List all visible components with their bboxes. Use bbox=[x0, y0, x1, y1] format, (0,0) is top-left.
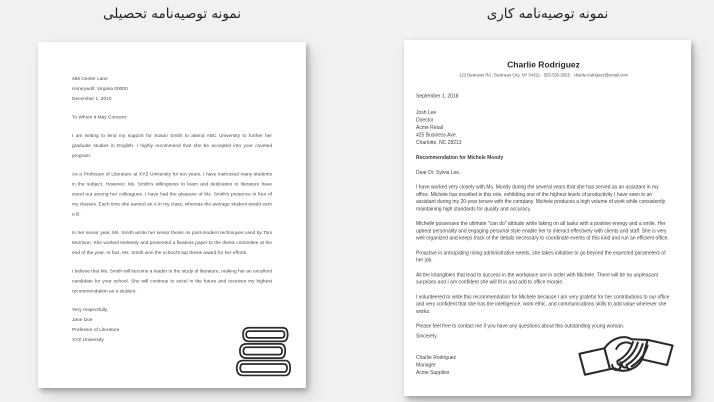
recipient-line: Director bbox=[416, 117, 434, 123]
subject-line: Recommendation for Michele Moody bbox=[416, 155, 504, 161]
sender-address-line: 456 Center Lane bbox=[72, 76, 108, 82]
signature-line: XYZ University bbox=[72, 337, 104, 343]
signature-line: Manager bbox=[416, 362, 436, 368]
signature-line: Charlie Rodriguez bbox=[416, 355, 457, 361]
letter-paragraph: Proactive in anticipating rising administrative needs, she takes initiative to go beyond the expected parameters of her job. bbox=[416, 250, 666, 263]
recipient-line: Josh Lee bbox=[416, 110, 437, 116]
sender-name: Charlie Rodriguez bbox=[507, 60, 580, 70]
letter-paragraph: As a Professor of Literature at XYZ University for ten years, I have instructed many students in the subject. However, Ms. Smith's willingness to learn and dedication to literature have stood out among her colleagues. I have had the pleasure of Ms. Smith's presence in four of my classes. Each time she earned an A in my class, whereas the average student would earn a B. bbox=[72, 171, 272, 217]
signature-line: Professor of Literature bbox=[72, 327, 120, 333]
letter-paragraph: Michelle possesses the ultimate "can do" attitude while taking on all tasks with a positive energy and a smile. Her upbeat personality and engaging personal style enable her to interact effectively with clients and staff. She is very well organized and keeps track of the details necessary to coordinate events of this kind and run an efficient office. bbox=[416, 221, 669, 241]
letter-paragraph: I have worked very closely with Ms. Moody during the several years that she has served as an assistant in my office. Michele has excelled in this role, exhibiting one of the highest levels of productivity I have seen in an assistant during my 20-year tenure with the company. Michele produces a high volume of work while consistently maintaining high standards for quality and accuracy. bbox=[416, 184, 666, 212]
letter-paragraph: Please feel free to contact me if you have any questions about this outstanding young woman. bbox=[416, 323, 625, 329]
work-letter-page bbox=[404, 40, 691, 396]
academic-letter-page bbox=[38, 42, 306, 388]
academic-letter-body bbox=[38, 42, 306, 345]
sender-contact: 123 Business Rd., Business City, NY 54321 · 555-555-5555 · charlie.rodriguez@email.com bbox=[459, 72, 628, 78]
salutation: To Whom It May Concern: bbox=[72, 114, 128, 120]
letter-paragraph: I volunteered to write this recommendation for Michele because I am very grateful for her contributions to our office and very confident that she has the intelligence, work ethic, and communications skills to add value wherever she works. bbox=[416, 294, 670, 315]
letter-paragraph: I believe that Ms. Smith will become a leader in the study of literature, making her an excellent candidate for your school. She will continue to excel in the future and receives my highest recommendation as a student. bbox=[72, 268, 272, 294]
sender-address-line: Honeywolf, Virginia 00000 bbox=[72, 86, 128, 92]
academic-letter-title: نمونه توصیه‌نامه تحصیلی bbox=[103, 6, 241, 22]
signature-line: Acme Supplies bbox=[416, 370, 450, 376]
recipient-line: Acme Retail bbox=[416, 125, 443, 131]
letter-date: December 1, 2010 bbox=[72, 96, 112, 102]
work-letter-title: نمونه توصیه‌نامه کاری bbox=[486, 6, 609, 22]
recipient-line: 425 Business Ave. bbox=[416, 132, 458, 138]
signature-line: Jane Doe bbox=[72, 317, 93, 323]
recipient-line: Charlotte, NC 28213 bbox=[416, 140, 462, 146]
books-icon bbox=[230, 325, 292, 380]
letter-paragraph: All the intangibles that lead to success in the workplace are in order with Michele. There will be no unpleasant surprises and I am confident she will fit in and add to office morale. bbox=[416, 272, 658, 285]
letter-paragraph: I am writing to lend my support for Susan Smith to attend ABC University to further her graduate studies in English. I highly recommend that she be accepted into your coveted program. bbox=[72, 133, 272, 159]
sender-address-block bbox=[72, 74, 272, 104]
letter-closing: Very respectfully, bbox=[72, 307, 109, 313]
handshake-icon bbox=[577, 326, 675, 390]
letter-paragraph: In her senior year, Ms. Smith wrote her senior thesis on post-modern techniques used by Toni Morrison. She worked tirelessly and presented a flawless paper to the thesis committee at the end of the year. In fact, Ms. Smith won the school's top thesis award for her efforts. bbox=[72, 230, 272, 256]
recipient-address-block bbox=[416, 109, 671, 147]
letter-closing: Sincerely, bbox=[416, 333, 438, 339]
letter-date: September 1, 2018 bbox=[416, 93, 459, 99]
salutation: Dear Dr. Sylvia Lee, bbox=[416, 169, 461, 176]
